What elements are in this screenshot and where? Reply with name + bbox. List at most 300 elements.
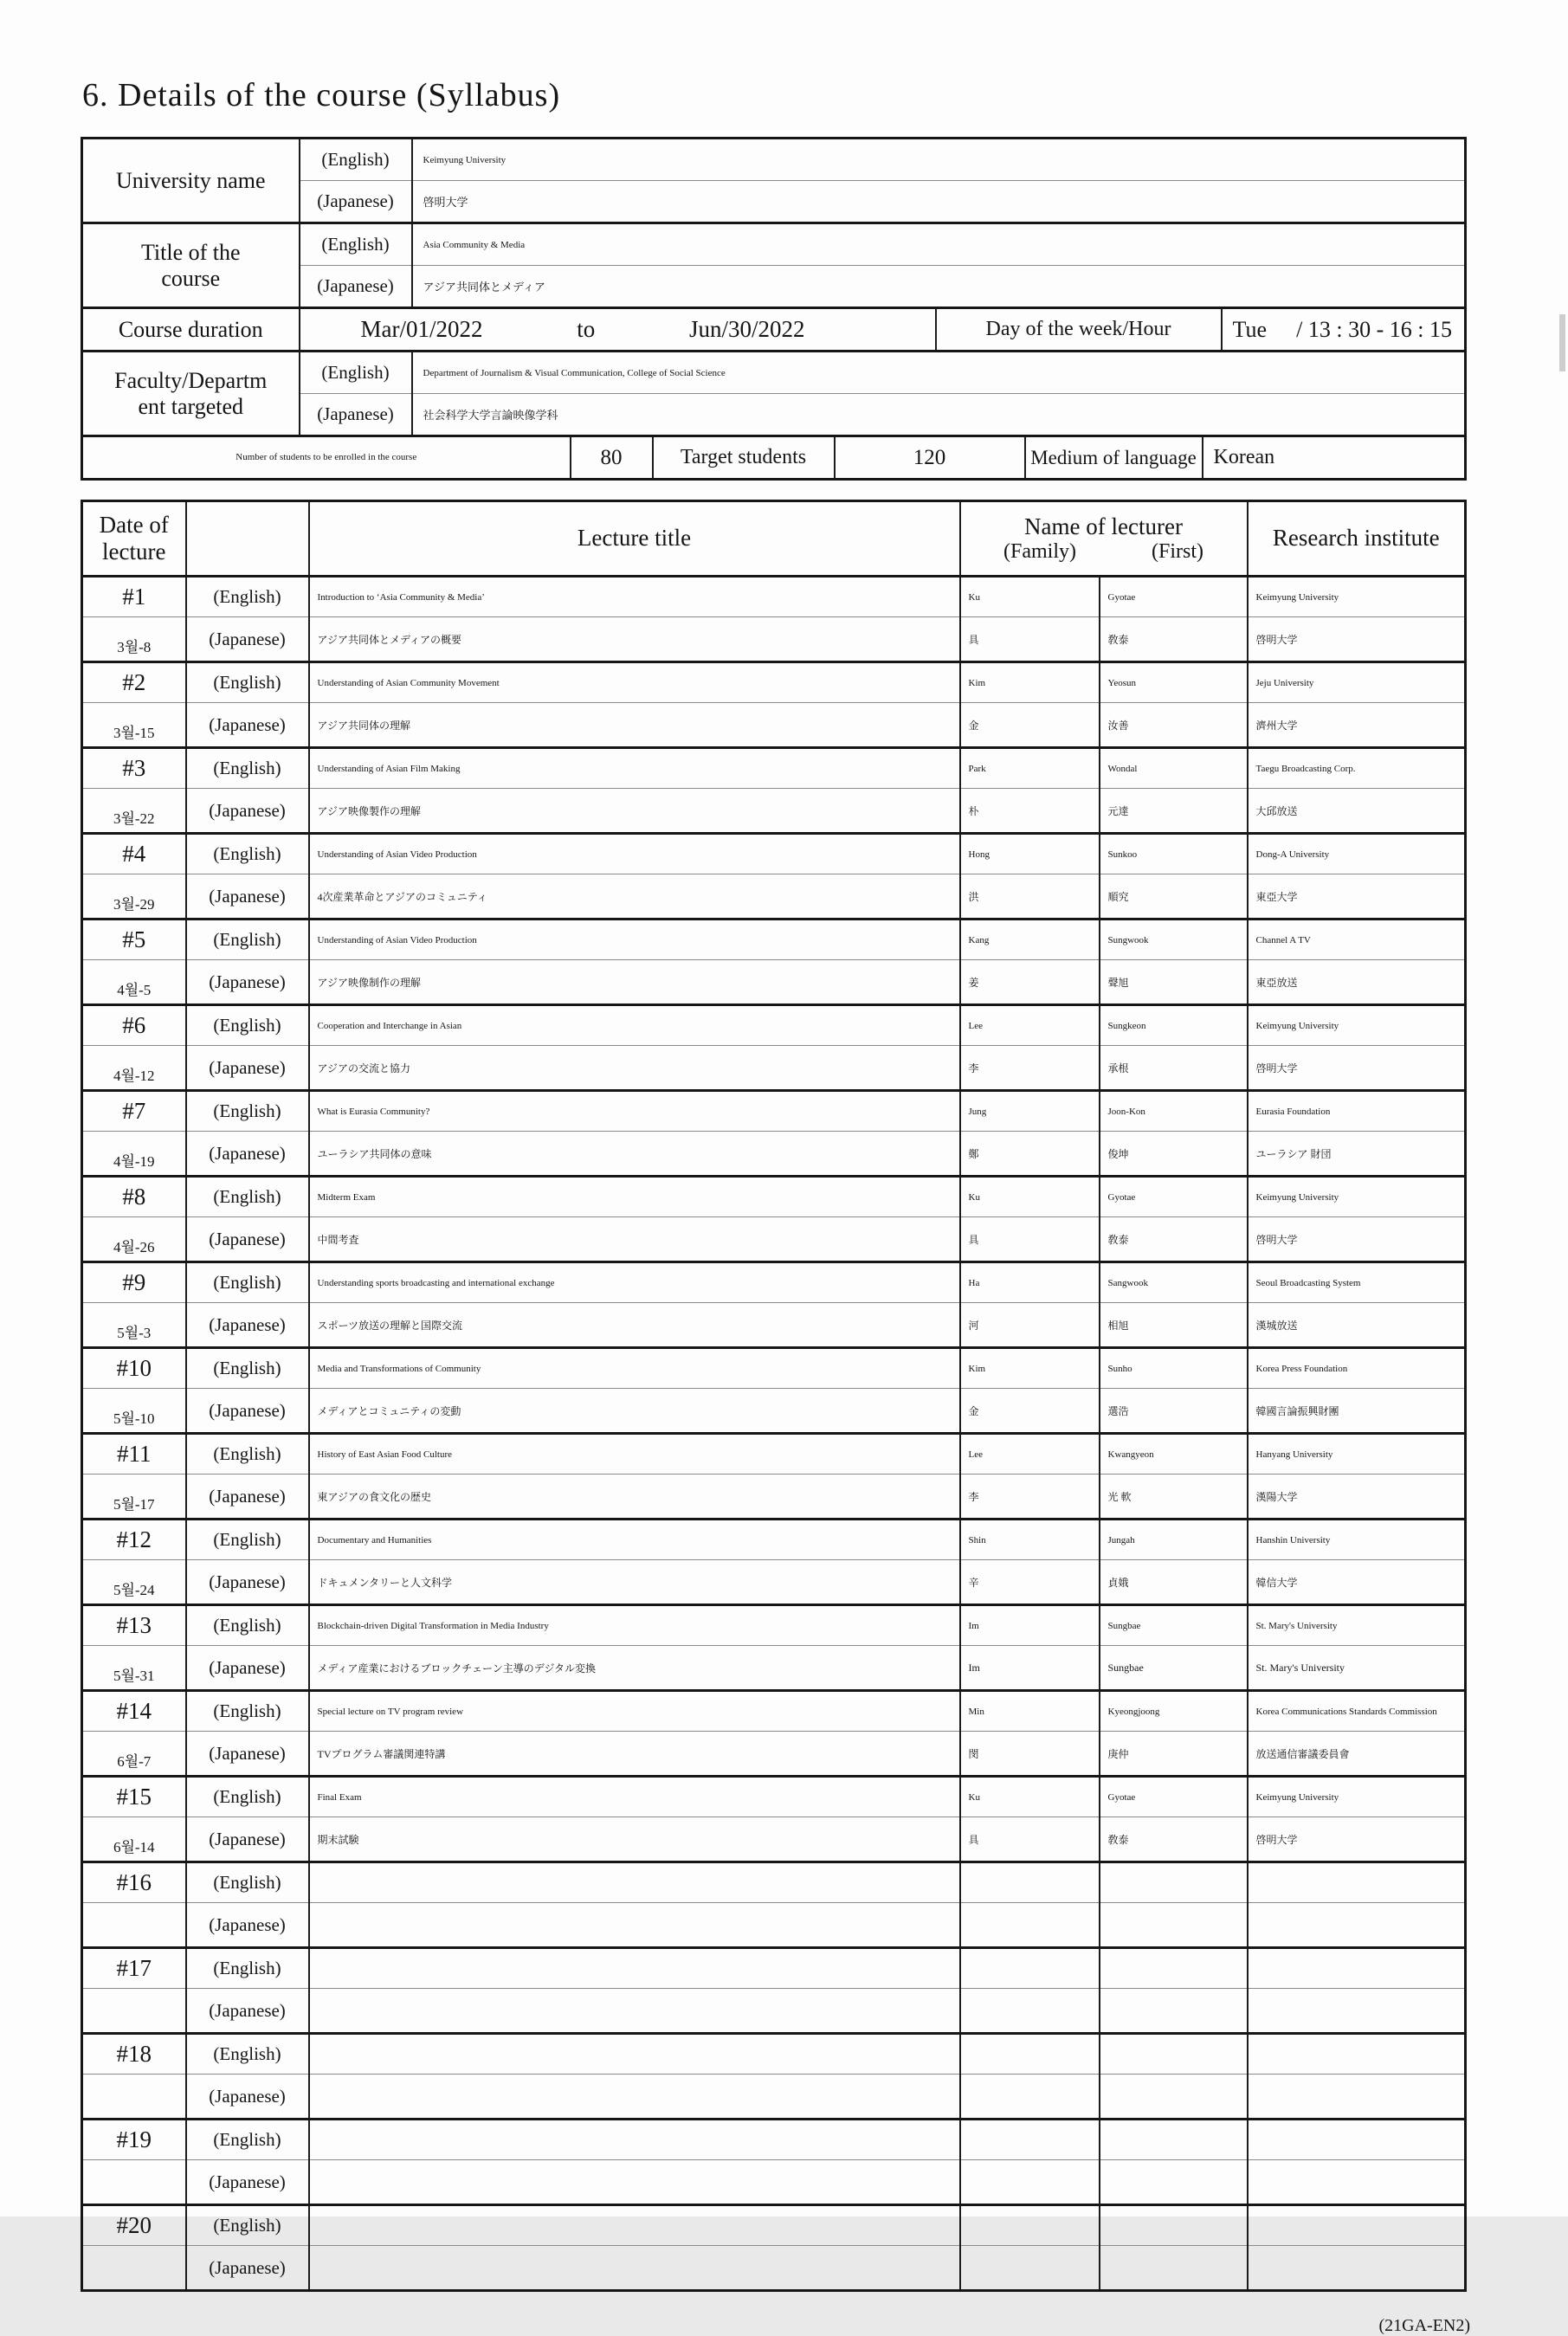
lecturer-first-ja: 選浩	[1100, 1389, 1248, 1434]
lecturer-family-en: Ku	[960, 1177, 1100, 1217]
lecture-number: #7	[82, 1091, 186, 1132]
lecture-number: #9	[82, 1262, 186, 1303]
lecture-row-ja	[82, 1132, 1466, 1177]
lecturer-family-ja	[960, 1989, 1100, 2034]
research-institute-ja: 東亞放送	[1248, 960, 1466, 1005]
lecturer-first-ja: 貞娥	[1100, 1560, 1248, 1605]
lecture-title-ja	[309, 1903, 960, 1948]
lecturer-family-ja: 具	[960, 1817, 1100, 1862]
lecture-date	[82, 2246, 186, 2291]
lecture-title-ja: ドキュメンタリーと人文科学	[309, 1560, 960, 1605]
lecturer-family-en: Ku	[960, 577, 1100, 617]
lecture-number: #20	[82, 2205, 186, 2246]
lecture-row-en	[82, 2120, 1466, 2160]
japanese-label: (Japanese)	[186, 1132, 309, 1177]
lecturer-first-ja	[1100, 2075, 1248, 2120]
date-header-line1: Date of	[99, 511, 169, 538]
page-title: 6. Details of the course (Syllabus)	[82, 77, 561, 113]
lecture-row-ja	[82, 1903, 1466, 1948]
lecture-row-en	[82, 1091, 1466, 1132]
english-label: (English)	[186, 1520, 309, 1560]
lecturer-family-ja: 洪	[960, 874, 1100, 920]
english-label: (English)	[186, 920, 309, 960]
lecturer-family-ja	[960, 2246, 1100, 2291]
research-institute-ja	[1248, 1989, 1466, 2034]
medium-of-language-value: Korean	[1203, 436, 1466, 480]
info-table-university-title	[81, 137, 1467, 309]
date-header-line2: lecture	[102, 539, 166, 565]
lecture-title-ja	[309, 2246, 960, 2291]
research-institute-en: Eurasia Foundation	[1248, 1091, 1466, 1132]
english-label: (English)	[186, 1691, 309, 1732]
japanese-label: (Japanese)	[186, 1217, 309, 1262]
faculty-label-line1: Faculty/Departm	[114, 368, 268, 394]
lecture-row-en	[82, 662, 1466, 703]
faculty-ja: 社会科学大学言論映像学科	[412, 394, 1466, 436]
lecture-row-en	[82, 2034, 1466, 2075]
lecturer-first-en: Sangwook	[1100, 1262, 1248, 1303]
research-institute-ja: 東亞大学	[1248, 874, 1466, 920]
enrollment-row	[82, 436, 1466, 480]
lecture-row-en	[82, 920, 1466, 960]
research-institute-ja: 韓國言論振興財團	[1248, 1389, 1466, 1434]
lecturer-first-en	[1100, 2205, 1248, 2246]
japanese-label: (Japanese)	[186, 2246, 309, 2291]
lecturer-first-en	[1100, 1862, 1248, 1903]
lecturer-family-en: Ha	[960, 1262, 1100, 1303]
lecture-title-en: Blockchain-driven Digital Transformation in Media Industry	[309, 1605, 960, 1646]
lecture-row-ja	[82, 2075, 1466, 2120]
japanese-label: (Japanese)	[186, 874, 309, 920]
lecture-number: #3	[82, 748, 186, 789]
lecture-number: #1	[82, 577, 186, 617]
schedule-table	[81, 500, 1467, 2292]
lecturer-family-ja: 具	[960, 617, 1100, 662]
research-institute-ja: ユーラシア 財団	[1248, 1132, 1466, 1177]
lecture-date: 3월-8	[82, 617, 186, 662]
english-label: (English)	[186, 1005, 309, 1046]
lecture-title-en	[309, 1862, 960, 1903]
lecturer-first-ja: 聲旭	[1100, 960, 1248, 1005]
japanese-label: (Japanese)	[186, 2075, 309, 2120]
japanese-label: (Japanese)	[186, 1903, 309, 1948]
lecturer-first-en: Gyotae	[1100, 1177, 1248, 1217]
lecturer-family-en: Kim	[960, 1348, 1100, 1389]
lecture-date: 5월-31	[82, 1646, 186, 1691]
japanese-label: (Japanese)	[186, 1646, 309, 1691]
research-institute-ja: 大邱放送	[1248, 789, 1466, 834]
lecture-title-ja: 東アジアの食文化の歴史	[309, 1475, 960, 1520]
lecturer-first-ja	[1100, 1989, 1248, 2034]
course-title-ja: アジア共同体とメディア	[412, 266, 1466, 308]
english-label: (English)	[186, 1177, 309, 1217]
lecture-title-en: Media and Transformations of Community	[309, 1348, 960, 1389]
lecture-title-ja: 中間考査	[309, 1217, 960, 1262]
lecturer-first-ja	[1100, 2246, 1248, 2291]
lecture-number: #15	[82, 1777, 186, 1817]
lecture-row-en	[82, 1605, 1466, 1646]
research-institute-en: St. Mary's University	[1248, 1605, 1466, 1646]
lecturer-first-ja: 敎泰	[1100, 1817, 1248, 1862]
lecturer-first-ja	[1100, 2160, 1248, 2205]
lecturer-first-en: Sungwook	[1100, 920, 1248, 960]
english-label: (English)	[186, 662, 309, 703]
english-label: (English)	[186, 2205, 309, 2246]
lecture-row-en	[82, 1948, 1466, 1989]
lecture-title-header: Lecture title	[309, 501, 960, 577]
faculty-row-en	[82, 352, 1466, 394]
english-label: (English)	[186, 1862, 309, 1903]
university-name-label: University name	[82, 139, 300, 223]
lecture-row-en	[82, 1434, 1466, 1475]
page-content	[81, 76, 1475, 2336]
japanese-label: (Japanese)	[186, 617, 309, 662]
research-institute-en: Keimyung University	[1248, 1177, 1466, 1217]
lecturer-first-ja: 順究	[1100, 874, 1248, 920]
lecturer-family-en	[960, 2205, 1100, 2246]
research-institute-en: Keimyung University	[1248, 1777, 1466, 1817]
research-institute-ja: 啓明大学	[1248, 617, 1466, 662]
japanese-label: (Japanese)	[300, 181, 412, 223]
lecture-title-ja: TVプログラム審議関連特講	[309, 1732, 960, 1777]
lecture-title-en: Special lecture on TV program review	[309, 1691, 960, 1732]
lecture-title-en: Cooperation and Interchange in Asian	[309, 1005, 960, 1046]
english-label: (English)	[186, 577, 309, 617]
lecture-row-en	[82, 1177, 1466, 1217]
lecturer-first-ja: 汝善	[1100, 703, 1248, 748]
form-code: (21GA-EN2)	[1378, 2316, 1470, 2335]
university-name-ja: 啓明大学	[412, 181, 1466, 223]
lecturer-family-ja: 鄭	[960, 1132, 1100, 1177]
lecture-number: #10	[82, 1348, 186, 1389]
lecture-row-ja	[82, 2246, 1466, 2291]
target-students-label: Target students	[653, 436, 835, 480]
japanese-label: (Japanese)	[186, 960, 309, 1005]
time-value: / 13 : 30 - 16 : 15	[1296, 316, 1452, 342]
lecturer-first-ja: 庚仲	[1100, 1732, 1248, 1777]
lecturer-first-ja: 敎泰	[1100, 1217, 1248, 1262]
schedule-body	[82, 577, 1466, 2291]
research-institute-ja: 濟州大学	[1248, 703, 1466, 748]
lecturer-first-en: Gyotae	[1100, 577, 1248, 617]
medium-of-language-label: Medium of language	[1025, 436, 1203, 480]
course-title-label-line2: course	[161, 265, 221, 291]
university-row-en	[82, 139, 1466, 181]
english-label: (English)	[186, 1434, 309, 1475]
lecturer-family-en	[960, 1948, 1100, 1989]
lecturer-family-en: Shin	[960, 1520, 1100, 1560]
enrollment-value: 80	[571, 436, 653, 480]
lecture-number: #14	[82, 1691, 186, 1732]
duration-to-word: to	[577, 316, 596, 342]
lecture-title-ja	[309, 2160, 960, 2205]
lecturer-first-ja	[1100, 1903, 1248, 1948]
lecturer-family-en: Kang	[960, 920, 1100, 960]
lecture-title-en: Introduction to ‘Asia Community & Media’	[309, 577, 960, 617]
english-label: (English)	[300, 139, 412, 181]
lecturer-first-ja: 俊坤	[1100, 1132, 1248, 1177]
research-institute-en: Seoul Broadcasting System	[1248, 1262, 1466, 1303]
lecture-date: 3월-15	[82, 703, 186, 748]
lecturer-first-en: Sungbae	[1100, 1605, 1248, 1646]
lecture-row-ja	[82, 789, 1466, 834]
lecture-date: 4월-5	[82, 960, 186, 1005]
research-institute-ja	[1248, 1903, 1466, 1948]
duration-to: Jun/30/2022	[688, 316, 805, 342]
lecture-row-ja	[82, 2160, 1466, 2205]
research-institute-en: Keimyung University	[1248, 577, 1466, 617]
english-label: (English)	[186, 748, 309, 789]
english-label: (English)	[186, 1091, 309, 1132]
lecture-row-en	[82, 1691, 1466, 1732]
lecture-row-ja	[82, 960, 1466, 1005]
japanese-label: (Japanese)	[186, 1989, 309, 2034]
lecturer-family-en	[960, 2120, 1100, 2160]
japanese-label: (Japanese)	[186, 1817, 309, 1862]
lecture-number: #11	[82, 1434, 186, 1475]
lecturer-family-ja: 朴	[960, 789, 1100, 834]
enrollment-label: Number of students to be enrolled in the course	[82, 436, 571, 480]
lecturer-header	[960, 501, 1248, 577]
lecturer-family-en: Hong	[960, 834, 1100, 874]
english-label: (English)	[186, 834, 309, 874]
lecture-row-ja	[82, 1989, 1466, 2034]
lecturer-family-ja: 李	[960, 1046, 1100, 1091]
lecturer-first-en: Jungah	[1100, 1520, 1248, 1560]
english-label: (English)	[186, 1348, 309, 1389]
lecturer-family-en: Im	[960, 1605, 1100, 1646]
lecture-number: #12	[82, 1520, 186, 1560]
english-label: (English)	[300, 352, 412, 394]
research-institute-en	[1248, 1948, 1466, 1989]
lecturer-first-en: Sungkeon	[1100, 1005, 1248, 1046]
research-institute-en	[1248, 2034, 1466, 2075]
lecture-title-ja: アジア映像制作の理解	[309, 960, 960, 1005]
english-label: (English)	[186, 1262, 309, 1303]
lecture-date: 5월-17	[82, 1475, 186, 1520]
research-institute-ja: 啓明大学	[1248, 1217, 1466, 1262]
lecture-number: #5	[82, 920, 186, 960]
lecture-date	[82, 2075, 186, 2120]
lecture-date: 6월-7	[82, 1732, 186, 1777]
lecture-number: #18	[82, 2034, 186, 2075]
research-institute-en	[1248, 2205, 1466, 2246]
research-institute-en	[1248, 2120, 1466, 2160]
course-title-label	[82, 223, 300, 308]
lecturer-family-en: Kim	[960, 662, 1100, 703]
lecturer-first-ja: 光 軟	[1100, 1475, 1248, 1520]
lecture-number: #17	[82, 1948, 186, 1989]
japanese-label: (Japanese)	[186, 1732, 309, 1777]
research-institute-ja	[1248, 2160, 1466, 2205]
language-column-header	[186, 501, 309, 577]
course-duration-label: Course duration	[82, 308, 300, 352]
english-label: (English)	[186, 1605, 309, 1646]
lecture-title-en: Understanding sports broadcasting and international exchange	[309, 1262, 960, 1303]
japanese-label: (Japanese)	[186, 2160, 309, 2205]
japanese-label: (Japanese)	[186, 789, 309, 834]
lecturer-family-ja: 河	[960, 1303, 1100, 1348]
faculty-en: Department of Journalism & Visual Communication, College of Social Science	[412, 352, 1466, 394]
japanese-label: (Japanese)	[300, 394, 412, 436]
target-students-value: 120	[835, 436, 1025, 480]
lecturer-family-en: Park	[960, 748, 1100, 789]
first-header: (First)	[1152, 539, 1203, 563]
japanese-label: (Japanese)	[300, 266, 412, 308]
lecture-date: 5월-24	[82, 1560, 186, 1605]
research-institute-en: Dong-A University	[1248, 834, 1466, 874]
lecture-row-ja	[82, 703, 1466, 748]
lecturer-family-ja: 閔	[960, 1732, 1100, 1777]
lecture-title-ja	[309, 2075, 960, 2120]
faculty-label	[82, 352, 300, 436]
research-institute-en: Taegu Broadcasting Corp.	[1248, 748, 1466, 789]
lecture-number: #19	[82, 2120, 186, 2160]
course-title-label-line1: Title of the	[140, 240, 241, 266]
english-label: (English)	[186, 2120, 309, 2160]
lecturer-family-en: Lee	[960, 1434, 1100, 1475]
lecture-row-en	[82, 1005, 1466, 1046]
lecturer-first-ja: Sungbae	[1100, 1646, 1248, 1691]
lecture-row-ja	[82, 1389, 1466, 1434]
lecture-title-en: Final Exam	[309, 1777, 960, 1817]
day-of-week-label: Day of the week/Hour	[936, 308, 1222, 352]
lecture-row-en	[82, 1777, 1466, 1817]
lecturer-family-en: Jung	[960, 1091, 1100, 1132]
lecture-title-ja: アジアの交流と協力	[309, 1046, 960, 1091]
research-institute-ja: 啓明大学	[1248, 1046, 1466, 1091]
info-table-enrollment	[81, 435, 1467, 481]
lecturer-family-en: Ku	[960, 1777, 1100, 1817]
english-label: (English)	[300, 223, 412, 266]
lecture-row-ja	[82, 1646, 1466, 1691]
lecture-title-ja: スポーツ放送の理解と国際交流	[309, 1303, 960, 1348]
lecture-row-en	[82, 1862, 1466, 1903]
research-institute-ja: 放送通信審議委員會	[1248, 1732, 1466, 1777]
lecture-number: #16	[82, 1862, 186, 1903]
research-institute-ja: St. Mary's University	[1248, 1646, 1466, 1691]
lecture-number: #6	[82, 1005, 186, 1046]
lecture-date: 4월-19	[82, 1132, 186, 1177]
course-title-en: Asia Community & Media	[412, 223, 1466, 266]
lecturer-first-en	[1100, 2120, 1248, 2160]
research-institute-ja	[1248, 2075, 1466, 2120]
english-label: (English)	[186, 1948, 309, 1989]
lecturer-first-en: Sunkoo	[1100, 834, 1248, 874]
research-institute-en	[1248, 1862, 1466, 1903]
scan-artifact	[1559, 314, 1565, 371]
lecture-date: 3월-22	[82, 789, 186, 834]
lecturer-family-ja: 金	[960, 1389, 1100, 1434]
lecture-title-ja: ユーラシア共同体の意味	[309, 1132, 960, 1177]
lecture-title-en	[309, 1948, 960, 1989]
lecturer-first-ja: 元達	[1100, 789, 1248, 834]
research-institute-en: Hanyang University	[1248, 1434, 1466, 1475]
english-label: (English)	[186, 2034, 309, 2075]
research-institute-ja: 韓信大学	[1248, 1560, 1466, 1605]
lecture-row-en	[82, 2205, 1466, 2246]
course-duration-value	[300, 308, 936, 352]
lecturer-first-ja: 承根	[1100, 1046, 1248, 1091]
lecture-row-en	[82, 577, 1466, 617]
lecturer-first-en: Wondal	[1100, 748, 1248, 789]
lecture-number: #13	[82, 1605, 186, 1646]
lecture-number: #8	[82, 1177, 186, 1217]
japanese-label: (Japanese)	[186, 1560, 309, 1605]
lecturer-family-ja	[960, 2160, 1100, 2205]
research-institute-en: Korea Press Foundation	[1248, 1348, 1466, 1389]
lecture-row-en	[82, 1262, 1466, 1303]
english-label: (English)	[186, 1777, 309, 1817]
lecturer-family-ja: 辛	[960, 1560, 1100, 1605]
lecturer-first-ja: 敎泰	[1100, 617, 1248, 662]
lecture-title-en	[309, 2120, 960, 2160]
japanese-label: (Japanese)	[186, 1475, 309, 1520]
lecturer-family-ja: 金	[960, 703, 1100, 748]
lecture-number: #2	[82, 662, 186, 703]
lecture-date: 4월-12	[82, 1046, 186, 1091]
japanese-label: (Japanese)	[186, 1303, 309, 1348]
lecture-title-en: Midterm Exam	[309, 1177, 960, 1217]
research-institute-header: Research institute	[1248, 501, 1466, 577]
lecture-title-en: Understanding of Asian Video Production	[309, 920, 960, 960]
lecture-title-ja: メディアとコミュニティの変動	[309, 1389, 960, 1434]
lecture-date: 3월-29	[82, 874, 186, 920]
lecture-row-ja	[82, 1217, 1466, 1262]
duration-row	[82, 308, 1466, 352]
day-of-week-value	[1222, 308, 1466, 352]
lecture-title-ja: アジア共同体の理解	[309, 703, 960, 748]
lecturer-family-ja: 姜	[960, 960, 1100, 1005]
lecture-row-ja	[82, 1046, 1466, 1091]
lecture-title-en: History of East Asian Food Culture	[309, 1434, 960, 1475]
lecturer-family-en: Lee	[960, 1005, 1100, 1046]
lecture-title-en: Understanding of Asian Film Making	[309, 748, 960, 789]
lecture-title-en: Documentary and Humanities	[309, 1520, 960, 1560]
lecturer-first-en: Kyeongjoong	[1100, 1691, 1248, 1732]
research-institute-en: Korea Communications Standards Commission	[1248, 1691, 1466, 1732]
lecture-date: 4월-26	[82, 1217, 186, 1262]
research-institute-en: Jeju University	[1248, 662, 1466, 703]
lecture-row-ja	[82, 1560, 1466, 1605]
faculty-label-line2: ent targeted	[138, 393, 244, 419]
lecture-title-en: Understanding of Asian Community Movement	[309, 662, 960, 703]
lecturer-first-en: Gyotae	[1100, 1777, 1248, 1817]
lecture-title-en: Understanding of Asian Video Production	[309, 834, 960, 874]
lecturer-first-en: Yeosun	[1100, 662, 1248, 703]
lecturer-first-en: Joon-Kon	[1100, 1091, 1248, 1132]
lecturer-first-ja: 相旭	[1100, 1303, 1248, 1348]
lecture-row-ja	[82, 1475, 1466, 1520]
japanese-label: (Japanese)	[186, 1389, 309, 1434]
lecture-title-ja: アジア共同体とメディアの概要	[309, 617, 960, 662]
lecture-number: #4	[82, 834, 186, 874]
lecturer-family-ja: 具	[960, 1217, 1100, 1262]
lecture-title-en	[309, 2034, 960, 2075]
lecture-title-ja: メディア産業におけるブロックチェーン主導のデジタル変換	[309, 1646, 960, 1691]
lecture-title-ja: アジア映像製作の理解	[309, 789, 960, 834]
lecturer-family-ja: 李	[960, 1475, 1100, 1520]
lecture-title-ja: 期末試験	[309, 1817, 960, 1862]
lecture-title-ja: 4次産業革命とアジアのコミュニティ	[309, 874, 960, 920]
lecture-row-ja	[82, 874, 1466, 920]
lecture-date	[82, 2160, 186, 2205]
lecture-row-en	[82, 748, 1466, 789]
lecturer-first-en	[1100, 1948, 1248, 1989]
research-institute-en: Channel A TV	[1248, 920, 1466, 960]
info-table-duration	[81, 307, 1467, 352]
research-institute-ja: 漢城放送	[1248, 1303, 1466, 1348]
